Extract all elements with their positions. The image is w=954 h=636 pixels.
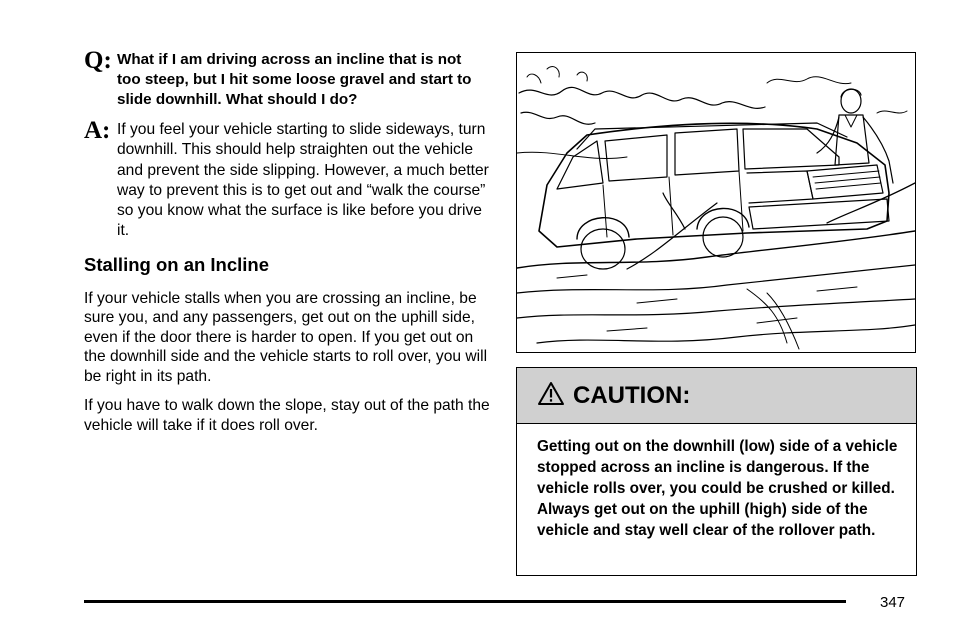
question-block xyxy=(84,47,494,110)
caution-box xyxy=(516,367,917,576)
paragraph-stalling: If your vehicle stalls when you are crossing an incline, be sure you, and any passengers, get out on the uphill side, even if the door there is harder to open. If you get out on the downhill side and the vehicle starts to roll over, you will be right in its path. xyxy=(84,289,488,385)
footer-divider xyxy=(84,600,846,603)
page-number: 347 xyxy=(880,594,906,611)
paragraph-walk-down: If you have to walk down the slope, stay out of the path the vehicle will take if it does roll over. xyxy=(84,397,490,434)
caution-header xyxy=(517,368,916,424)
question-text: What if I am driving across an incline that is not too steep, but I hit some loose gravel and start to slide downhill. What should I do? xyxy=(117,51,472,108)
suv-on-incline-illustration xyxy=(516,52,916,353)
caution-title: CAUTION: xyxy=(573,381,691,409)
section-heading: Stalling on an Incline xyxy=(84,253,270,275)
warning-triangle-icon xyxy=(537,381,565,411)
answer-text: If you feel your vehicle starting to slide sideways, turn downhill. This should help straighten out the vehicle and prevent the side slipping. However, a much better way to prevent this is to get out and “walk the course” so you know what the surface is like before you drive it. xyxy=(117,121,489,240)
answer-label: A: xyxy=(84,117,111,144)
question-label: Q: xyxy=(84,47,112,74)
main-text-column xyxy=(84,47,494,435)
caution-text: Getting out on the downhill (low) side of a vehicle stopped across an incline is dangerous. If the vehicle rolls over, you could be crushed or killed. Always get out on the uphill (high) side of the vehicle and stay well clear of the rollover path. xyxy=(537,438,898,539)
answer-block xyxy=(84,117,494,242)
